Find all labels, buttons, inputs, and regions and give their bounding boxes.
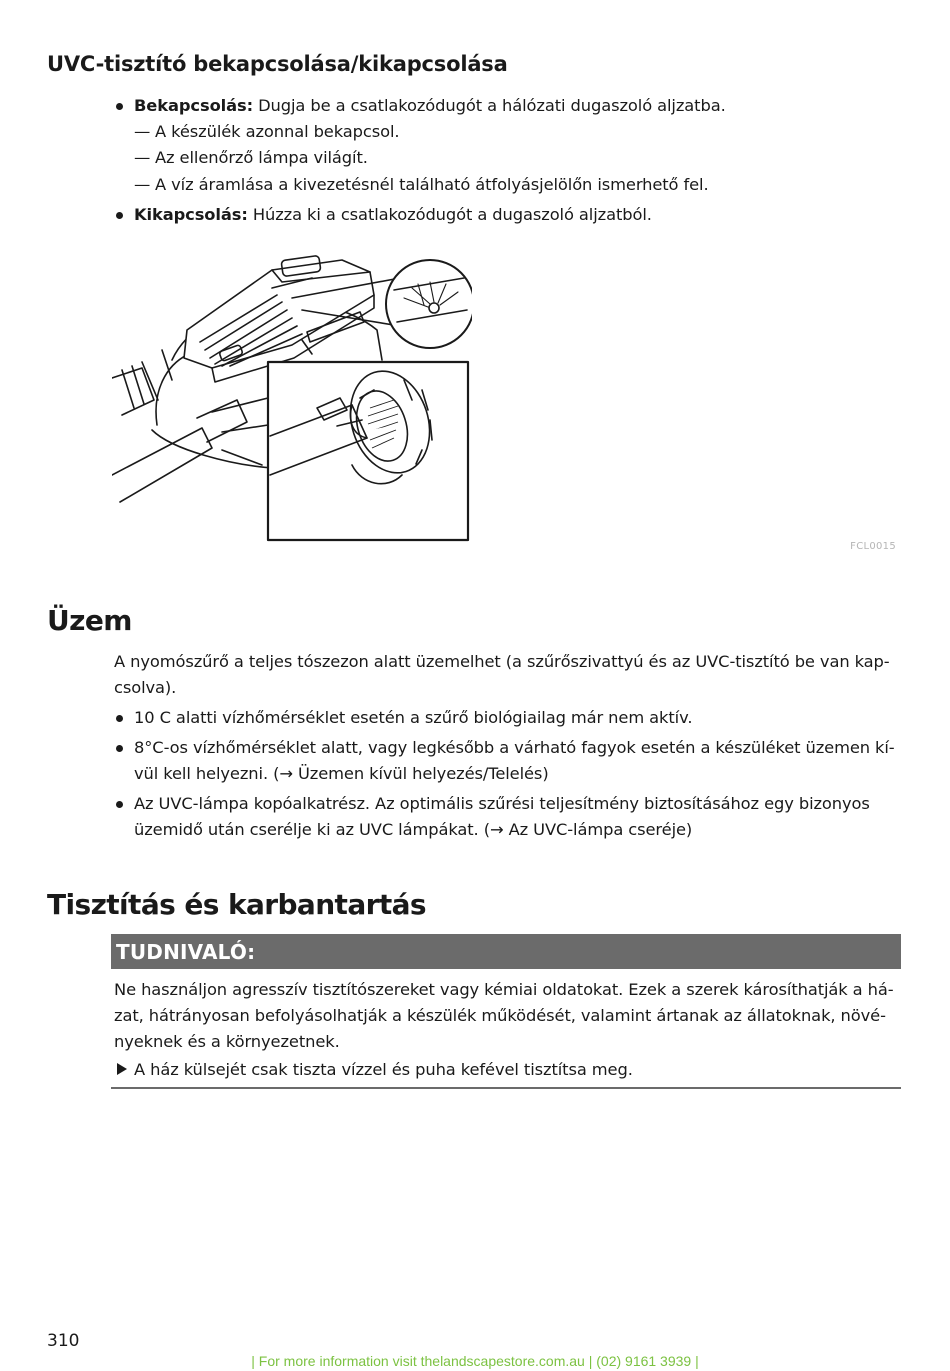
- bullet-switch-on: [134, 96, 726, 116]
- notice-header-bar: [111, 934, 901, 969]
- operation-paragraph-line-2: csolva).: [114, 678, 177, 697]
- notice-action: A ház külsejét csak tiszta vízzel és puha kefével tisztítsa meg.: [134, 1060, 633, 1079]
- bullet-temperature-8-line-1: 8°C-os vízhőmérséklet alatt, vagy legkésőbb a várható fagyok esetén a készüléket üzemen kí-: [134, 738, 895, 757]
- bullet-temperature-10: 10 C alatti vízhőmérséklet esetén a szűrő biológiailag már nem aktív.: [134, 708, 693, 727]
- switch-off-text: Húzza ki a csatlakozódugót a dugaszoló aljzatból.: [247, 205, 652, 224]
- switch-on-text: Dugja be a csatlakozódugót a hálózati dugaszoló aljzatba.: [253, 96, 726, 115]
- dash-mark: —: [134, 175, 151, 194]
- notice-text-line-2: zat, hátrányosan befolyásolhatják a készülék működését, valamint ártanak az állatoknak, növé-: [114, 1006, 886, 1025]
- operation-paragraph-line-1: A nyomószűrő a teljes tószezon alatt üzemelhet (a szűrőszivattyú és az UVC-tisztító be van kap-: [114, 652, 890, 671]
- bullet-temperature-8-line-2: vül kell helyezni. (→ Üzemen kívül helyezés/Telelés): [134, 764, 549, 783]
- section-title-cleaning: Tisztítás és karbantartás: [47, 888, 426, 921]
- dash-mark: —: [134, 122, 151, 141]
- dash-mark: —: [134, 148, 151, 167]
- section-title-uvc-switch: UVC-tisztító bekapcsolása/kikapcsolása: [47, 52, 508, 76]
- figure-code: FCL0015: [850, 541, 896, 552]
- notice-text-line-3: nyeknek és a környezetnek.: [114, 1032, 340, 1051]
- sub-item-text: A készülék azonnal bekapcsol.: [155, 122, 400, 141]
- sub-item-1: [134, 122, 400, 142]
- section-title-operation: Üzem: [47, 604, 132, 637]
- pressure-filter-illustration: [112, 250, 472, 542]
- bullet-uvc-lamp-line-2: üzemidő után cserélje ki az UVC lámpákat. (→ Az UVC-lámpa cseréje): [134, 820, 693, 839]
- sub-item-2: [134, 148, 368, 168]
- sub-item-text: Az ellenőrző lámpa világít.: [155, 148, 368, 167]
- bullet-uvc-lamp-line-1: Az UVC-lámpa kopóalkatrész. Az optimális szűrési teljesítmény biztosításához egy bizonyos: [134, 794, 870, 813]
- page-number: 310: [47, 1331, 80, 1351]
- switch-on-label: Bekapcsolás:: [134, 96, 254, 115]
- action-arrow-icon: [117, 1063, 127, 1075]
- switch-off-label: Kikapcsolás:: [134, 205, 248, 224]
- notice-bottom-rule: [111, 1087, 901, 1089]
- bullet-switch-off: [134, 205, 652, 225]
- sub-item-3: [134, 175, 709, 195]
- notice-title: TUDNIVALÓ:: [116, 940, 256, 964]
- notice-text-line-1: Ne használjon agresszív tisztítószereket vagy kémiai oldatokat. Ezek a szerek károsíthatják a há-: [114, 980, 894, 999]
- sub-item-text: A víz áramlása a kivezetésnél található átfolyásjelölőn ismerhető fel.: [155, 175, 709, 194]
- footer-contact-line: | For more information visit thelandscapestore.com.au | (02) 9161 3939 |: [251, 1353, 699, 1369]
